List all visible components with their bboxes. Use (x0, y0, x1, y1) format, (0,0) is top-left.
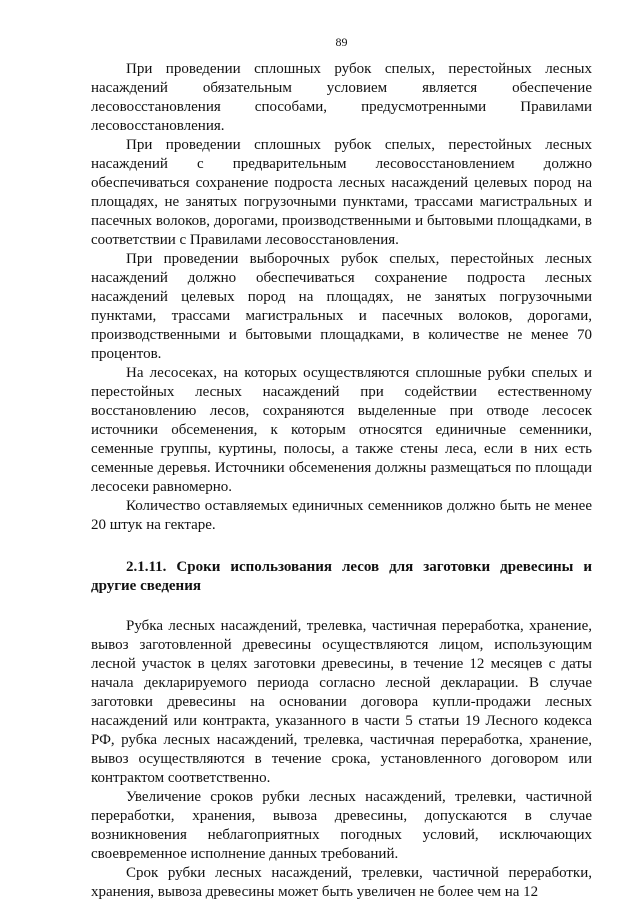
paragraph-clearcut-reforestation: При проведении сплошных рубок спелых, перестойных лесных насаждений обязательным условием является обеспечение лесовосстановления способами, предусмотренными Правилами лесовосстановления. (91, 61, 592, 134)
page-content (91, 60, 592, 902)
paragraph-harvest-terms: Рубка лесных насаждений, трелевка, частичная переработка, хранение, вывоз заготовленной древесины осуществляются лицом, использующим лесной участок в целях заготовки древесины, в течение 12 месяцев с даты начала декларируемого периода согласно лесной декларации. В случае заготовки древесины на основании договора купли-продажи лесных насаждений или контракта, указанного в части 5 статьи 19 Лесного кодекса РФ, рубка лесных насаждений, трелевка, частичная переработка, хранение, вывоз осуществляются в течение срока, установленного договором или контрактом соответственно. (91, 618, 592, 786)
page-number: 89 (335, 35, 348, 49)
paragraph-seed-sources: На лесосеках, на которых осуществляются сплошные рубки спелых и перестойных лесных насаждений при содействии естественному восстановлению лесов, сохраняются выделенные при отводе лесосек источники обсеменения, к которым относятся единичные семенники, семенные группы, куртины, полосы, а также стены леса, если в них есть семенные деревья. Источники обсеменения должны размещаться по площади лесосеки равномерно. (91, 365, 592, 495)
paragraph-term-extension: Увеличение сроков рубки лесных насаждений, трелевки, частичной переработки, хранения, вывоза древесины, допускаются в случае возникновения неблагоприятных погодных условий, исключающих своевременное исполнение данных требований. (91, 789, 592, 862)
paragraph-selective-cutting: При проведении выборочных рубок спелых, перестойных лесных насаждений должно обеспечиваться сохранение подроста лесных насаждений целевых пород на площадях, не занятых погрузочными пунктами, трассами магистральных и пасечных волоков, дорогами, производственными и бытовыми площадками, в количестве не менее 70 процентов. (91, 251, 592, 362)
paragraph-extension-limit: Срок рубки лесных насаждений, трелевки, частичной переработки, хранения, вывоза древесины может быть увеличен не более чем на 12 (91, 865, 592, 900)
paragraph-seed-tree-count: Количество оставляемых единичных семенников должно быть не менее 20 штук на гектаре. (91, 498, 592, 533)
section-heading: 2.1.11. Сроки использования лесов для заготовки древесины и другие сведения (91, 559, 592, 594)
paragraph-preliminary-reforestation: При проведении сплошных рубок спелых, перестойных лесных насаждений с предварительным лесовосстановлением должно обеспечиваться сохранение подроста лесных насаждений целевых пород на площадях, не занятых погрузочными пунктами, трассами магистральных и пасечных волоков, дорогами, производственными и бытовыми площадками, в соответствии с Правилами лесовосстановления. (91, 137, 592, 248)
